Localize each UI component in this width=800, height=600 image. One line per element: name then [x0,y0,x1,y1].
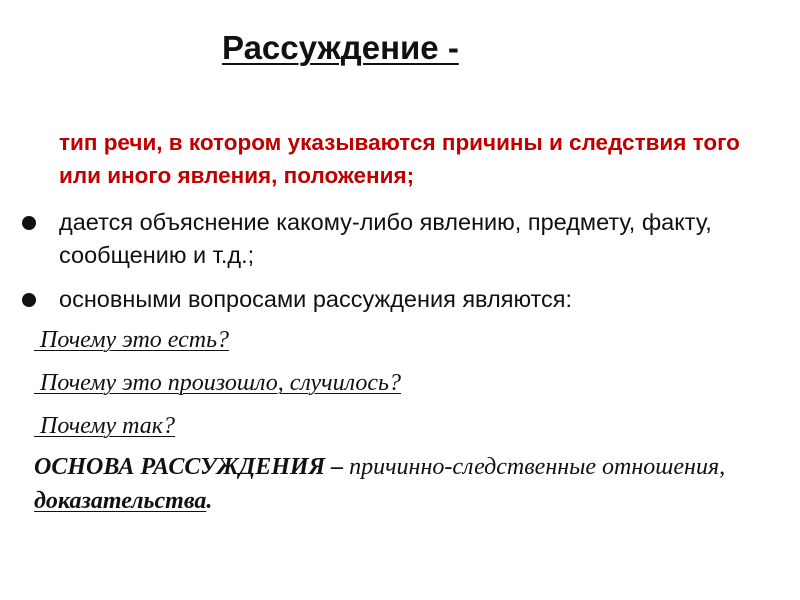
bullet-text: основными вопросами рассуждения являются: [59,286,573,312]
question-why-so: Почему так? [34,413,176,439]
basis-text: причинно-следственные отношения, [349,454,726,480]
bullet-text: дается объяснение какому-либо явлению, предмету, факту, сообщению и т.д.; [59,209,712,268]
basis-underlined-word: доказательства [34,488,207,514]
bullet-item-explanation [22,206,782,272]
basis-statement [34,450,774,518]
basis-end: . [206,488,213,514]
definition-text: тип речи, в котором указываются причины и следствия того или иного явления, положения; [59,130,740,188]
slide-title: Рассуждение - [222,29,459,66]
bullet-dot-icon [22,293,36,307]
bullet-dot-icon [22,216,36,230]
question-why-happened: Почему это произошло, случилось? [34,370,401,396]
basis-label: ОСНОВА РАССУЖДЕНИЯ – [34,454,350,480]
bullet-item-questions [22,283,782,316]
question-why-is: Почему это есть? [34,327,230,353]
